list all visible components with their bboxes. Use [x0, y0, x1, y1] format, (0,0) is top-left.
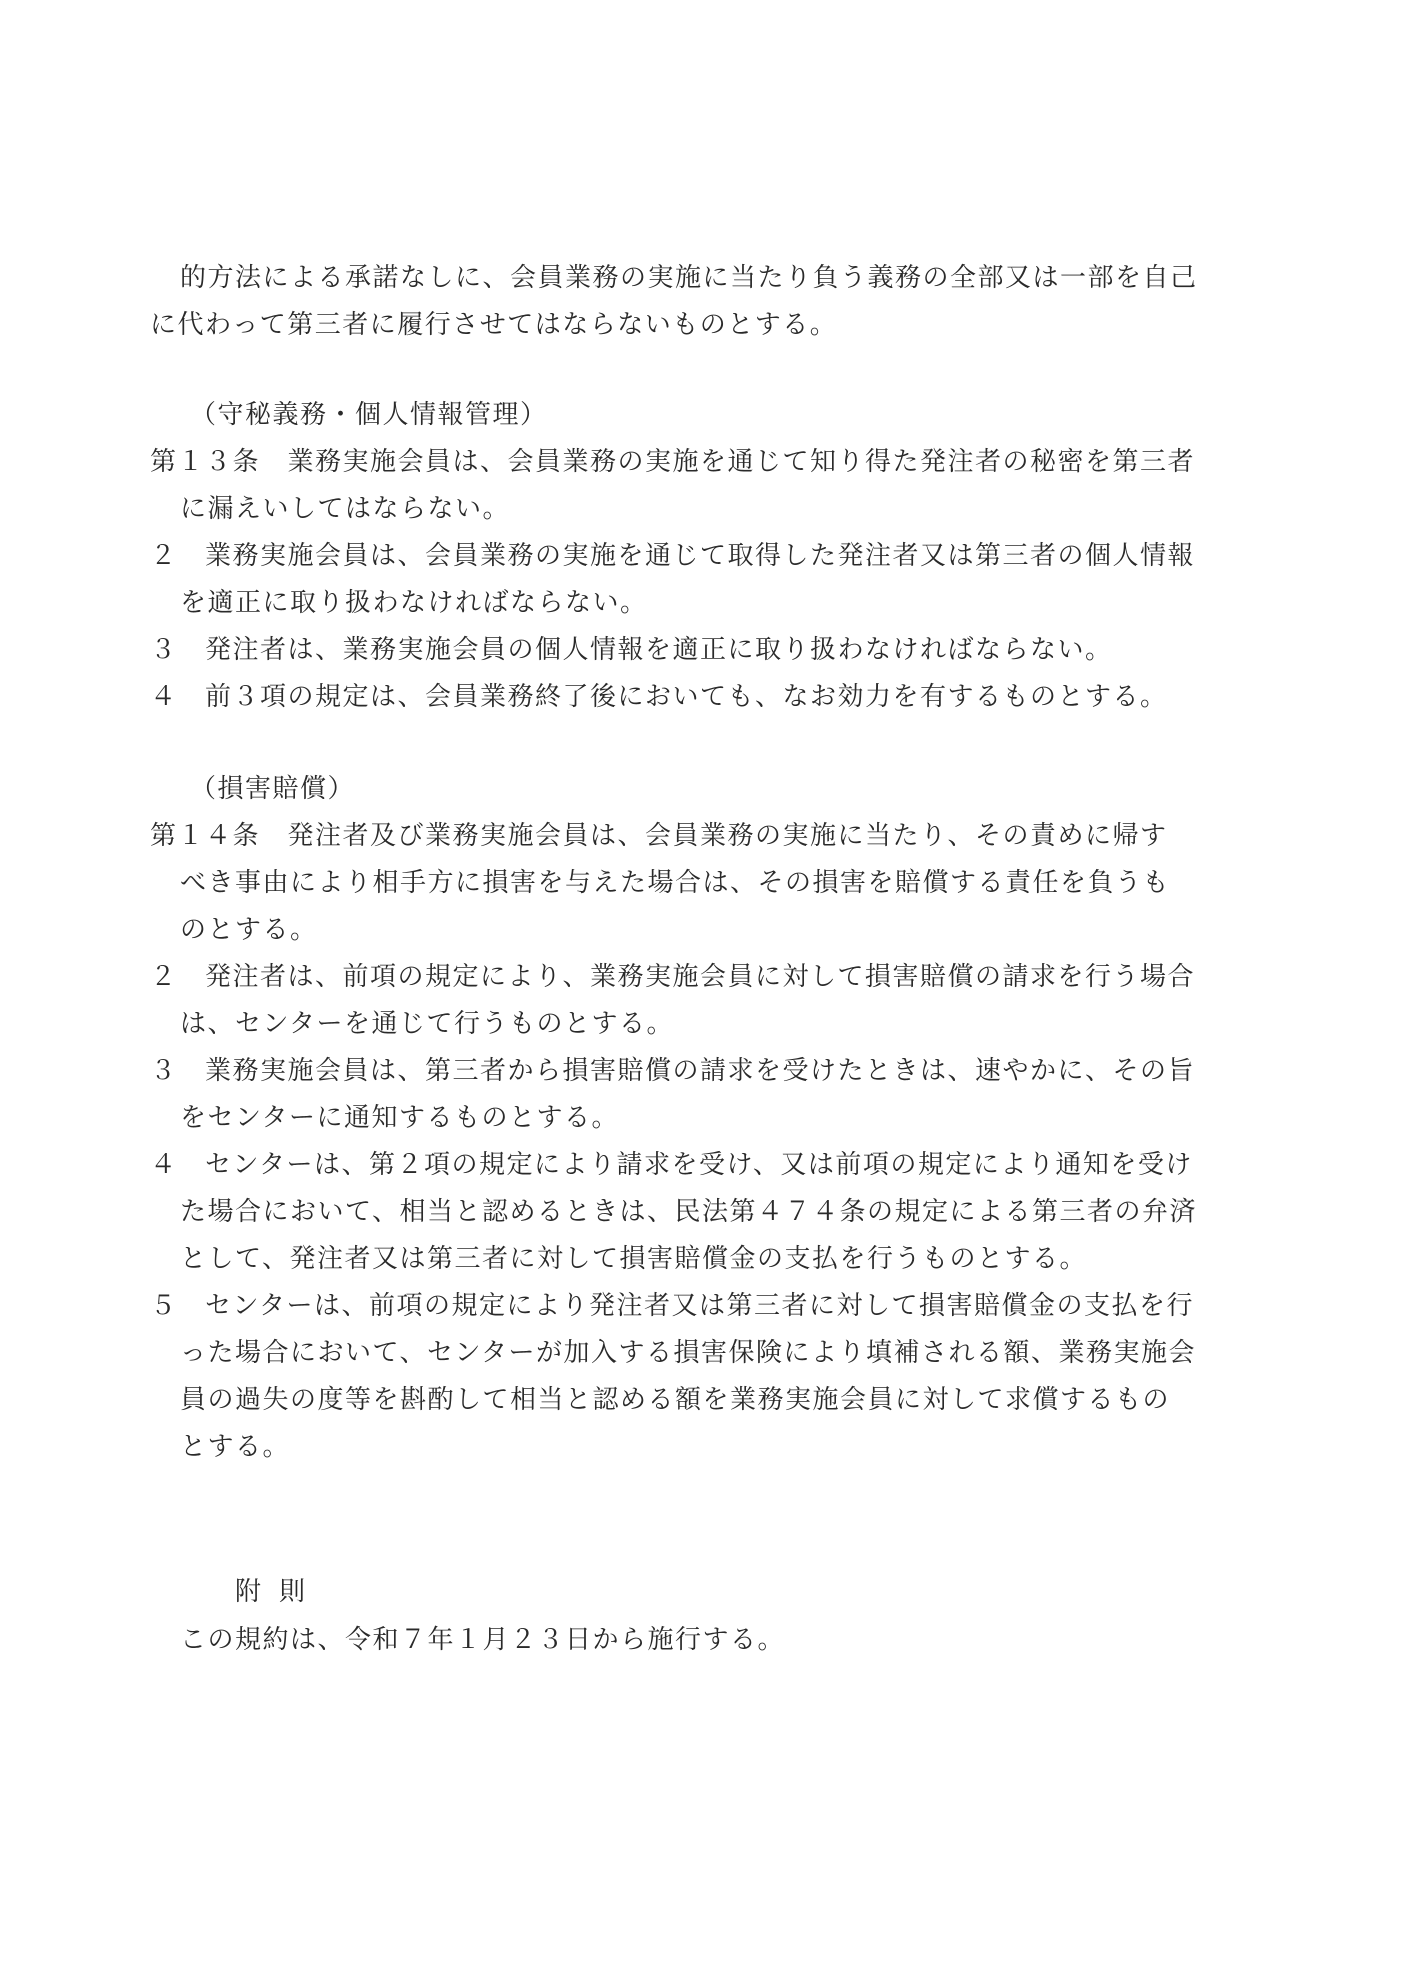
- article14-line-11: ５ センターは、前項の規定により発注者又は第三者に対して損害賠償金の支払を行: [150, 1291, 1194, 1321]
- supplementary-heading: 附則: [235, 1577, 324, 1607]
- article13-line-1: 第１３条 業務実施会員は、会員業務の実施を通じて知り得た発注者の秘密を第三者: [150, 447, 1196, 477]
- article14-line-5: は、センターを通じて行うものとする。: [180, 1009, 674, 1039]
- article14-line-7: をセンターに通知するものとする。: [180, 1103, 619, 1133]
- intro-line-2: に代わって第三者に履行させてはならないものとする。: [150, 310, 838, 340]
- article14-line-2: べき事由により相手方に損害を与えた場合は、その損害を賠償する責任を負うも: [180, 868, 1171, 898]
- article14-line-13: 員の過失の度等を斟酌して相当と認める額を業務実施会員に対して求償するもの: [180, 1385, 1171, 1415]
- article14-line-6: ３ 業務実施会員は、第三者から損害賠償の請求を受けたときは、速やかに、その旨: [150, 1056, 1196, 1086]
- article13-heading: （守秘義務・個人情報管理）: [190, 400, 548, 430]
- supplementary-text: この規約は、令和７年１月２３日から施行する。: [180, 1625, 786, 1655]
- article14-line-14: とする。: [180, 1432, 291, 1462]
- article13-line-6: ４ 前３項の規定は、会員業務終了後においても、なお効力を有するものとする。: [150, 682, 1168, 712]
- article14-line-1: 第１４条 発注者及び業務実施会員は、会員業務の実施に当たり、その責めに帰す: [150, 821, 1168, 851]
- article14-line-10: として、発注者又は第三者に対して損害賠償金の支払を行うものとする。: [180, 1244, 1087, 1274]
- article14-heading: （損害賠償）: [190, 774, 356, 804]
- article14-line-3: のとする。: [180, 915, 318, 945]
- article13-line-2: に漏えいしてはならない。: [180, 494, 511, 524]
- article14-line-4: ２ 発注者は、前項の規定により、業務実施会員に対して損害賠償の請求を行う場合: [150, 962, 1196, 992]
- article14-line-8: ４ センターは、第２項の規定により請求を受け、又は前項の規定により通知を受け: [150, 1150, 1193, 1180]
- article14-line-9: た場合において、相当と認めるときは、民法第４７４条の規定による第三者の弁済: [180, 1197, 1197, 1227]
- article13-line-5: ３ 発注者は、業務実施会員の個人情報を適正に取り扱わなければならない。: [150, 635, 1113, 665]
- article13-line-4: を適正に取り扱わなければならない。: [180, 588, 648, 618]
- article13-line-3: ２ 業務実施会員は、会員業務の実施を通じて取得した発注者又は第三者の個人情報: [150, 541, 1196, 571]
- article14-line-12: った場合において、センターが加入する損害保険により填補される額、業務実施会: [180, 1338, 1196, 1368]
- intro-line-1: 的方法による承諾なしに、会員業務の実施に当たり負う義務の全部又は一部を自己: [180, 263, 1198, 293]
